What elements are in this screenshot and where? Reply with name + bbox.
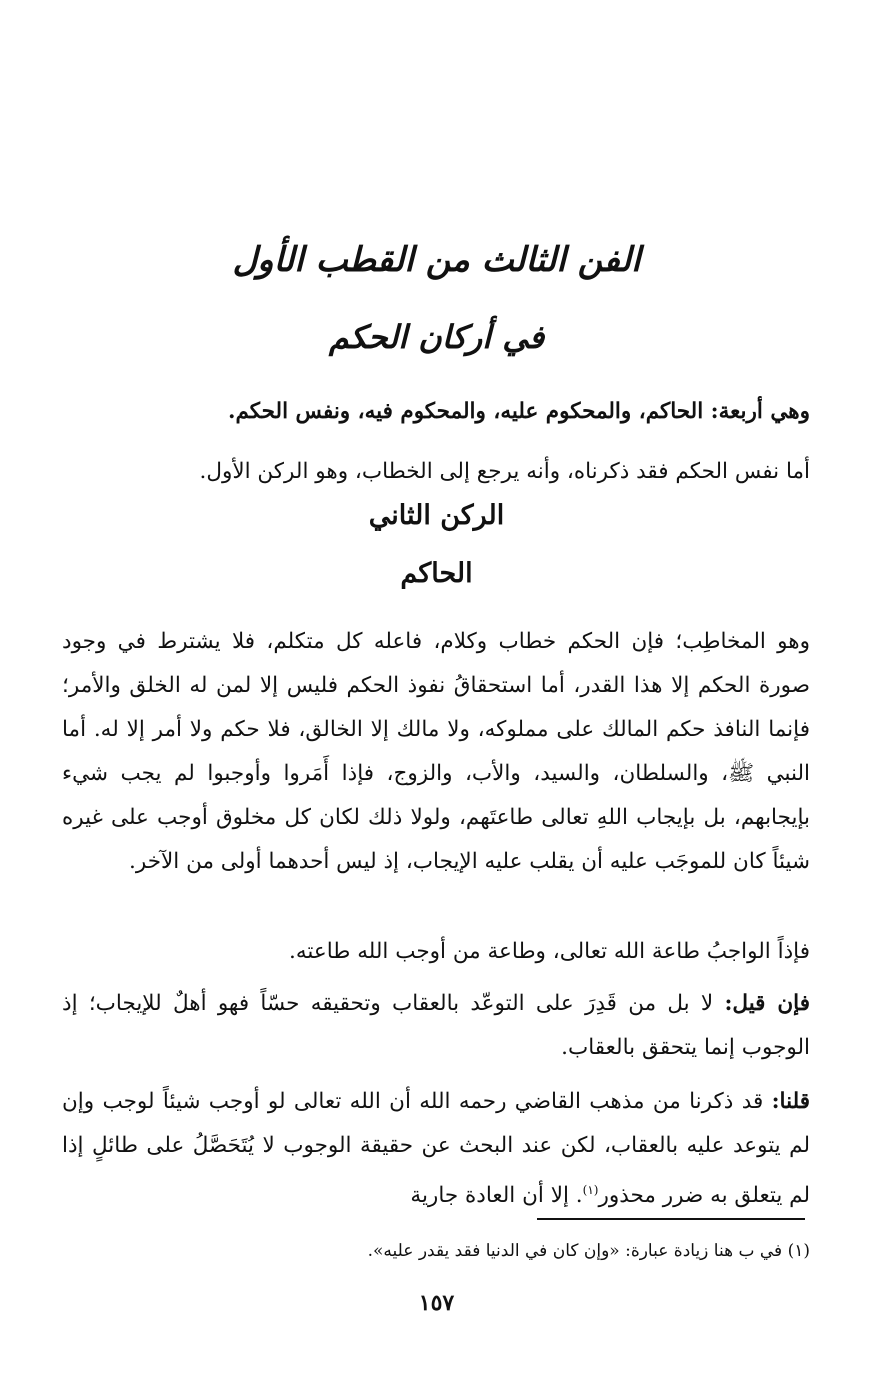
chapter-subheading: الحاكم [400, 558, 473, 589]
chapter-heading: الركن الثاني [368, 500, 505, 531]
paragraph-3: وهو المخاطِب؛ فإن الحكم خطاب وكلام، فاعله كل متكلم، فلا يشترط في وجود صورة الحكم إلا هذا القدر، أما استحقاقُ نفوذ الحكم فليس إلا لمن له الخلق والأمر؛ فإنما النافذ حكم المالك على مملوكه، ولا مالك إلا الخالق، فلا حكم ولا أمر إلا له. أما النبي ﷺ، والسلطان، والسيد، والأب، والزوج، فإذا أَمَروا وأوجبوا لم يجب شيء بإيجابهم، بل بإيجاب اللهِ تعالى طاعتَهم، ولولا ذلك لكان كل مخلوق أوجب على غيره شيئاً كان للموجَب عليه أن يقلب عليه الإيجاب، إذ ليس أحدهما أولى من الآخر. [62, 629, 810, 874]
paragraph-5-text: لا بل من قَدِرَ على التوعّد بالعقاب وتحقيقه حسّاً فهو أهلٌ للإيجاب؛ إذ الوجوب إنما يتحقق بالعقاب. [62, 991, 810, 1060]
footnote-marker: (١) [582, 1183, 599, 1197]
reply-lead: قلنا: [771, 1089, 810, 1114]
paragraph-6-tail: . إلا أن العادة جارية [410, 1183, 583, 1209]
paragraph-4: فإذاً الواجبُ طاعة الله تعالى، وطاعة من أوجب الله طاعته. [289, 939, 810, 964]
footnote: (١) في ب هنا زيادة عبارة: «وإن كان في الدنيا فقد يقدر عليه». [367, 1241, 810, 1261]
paragraph-2: أما نفس الحكم فقد ذكرناه، وأنه يرجع إلى الخطاب، وهو الركن الأول. [199, 459, 810, 484]
objection-lead: فإن قيل: [724, 991, 810, 1016]
paragraph-6 [62, 1080, 810, 1218]
page-number: ١٥٧ [418, 1290, 455, 1316]
section-title: الفن الثالث من القطب الأول [232, 240, 641, 280]
footnote-divider [537, 1218, 805, 1220]
section-subtitle: في أركان الحكم [328, 318, 545, 356]
paragraph-6-text: قد ذكرنا من مذهب القاضي رحمه الله أن الله تعالى لو أوجب شيئاً لوجب وإن لم يتوعد عليه بالعقاب، لكن عند البحث عن حقيقة الوجوب لا يُتَحَصَّلُ على طائلٍ إذا لم يتعلق به ضرر محذور [62, 1089, 810, 1209]
intro-paragraph: وهي أربعة: الحاكم، والمحكوم عليه، والمحكوم فيه، ونفس الحكم. [227, 399, 810, 424]
paragraph-5 [62, 982, 810, 1070]
